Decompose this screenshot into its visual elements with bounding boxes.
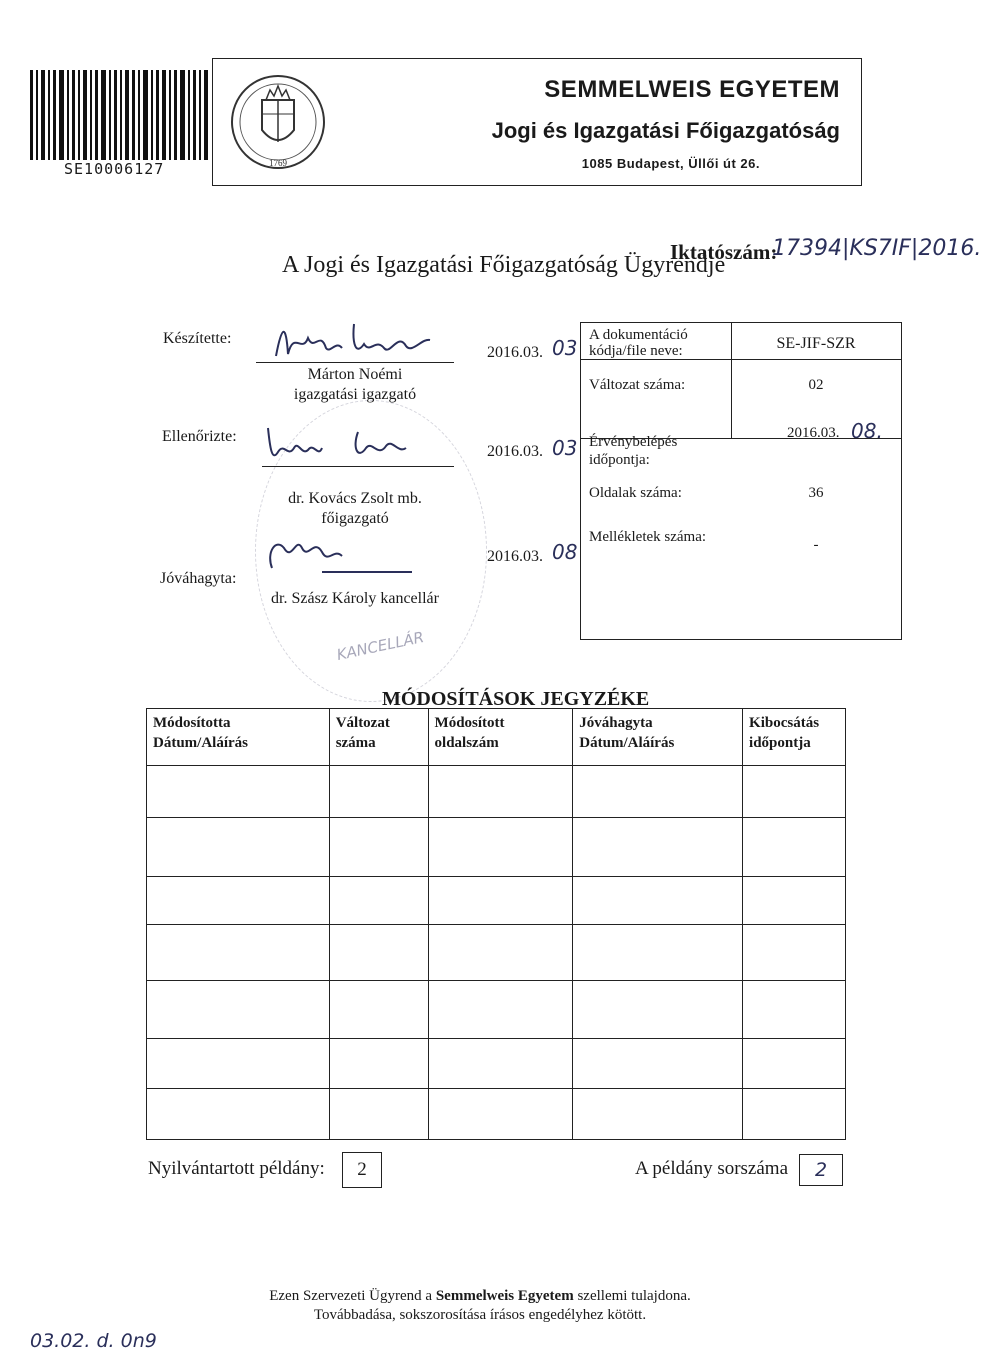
column-header: Módosította Dátum/Aláírás: [147, 709, 330, 766]
approved-label: Jóváhagyta:: [160, 570, 237, 587]
prepared-signature-line: [256, 362, 454, 363]
prepared-date-hand: 03: [552, 336, 578, 360]
registered-copies-value: 2: [342, 1152, 382, 1188]
table-row: [147, 1039, 846, 1089]
table-row: [147, 1089, 846, 1140]
footer-line-1: Ezen Szervezeti Ügyrend a Semmelweis Egyetem szellemi tulajdona.: [269, 1288, 691, 1304]
table-row: [147, 818, 846, 877]
info-hline: [581, 359, 901, 360]
table-row: [147, 981, 846, 1039]
table-row: [147, 925, 846, 981]
prepared-name: Márton Noémi: [307, 366, 403, 383]
approved-date: 2016.03.: [487, 548, 543, 565]
document-info-table: [580, 322, 902, 640]
column-header: Változat száma: [329, 709, 428, 766]
registration-label: Iktatószám:: [670, 240, 778, 264]
barcode-bars: [30, 70, 208, 160]
checked-signature-line: [262, 466, 454, 467]
approved-name: dr. Szász Károly kancellár: [271, 590, 439, 607]
registration-number: 17394|KS7IF|2016.: [772, 236, 981, 261]
approved-date-hand: 08: [552, 540, 578, 564]
effective-label: Érvénybelépés időpontja:: [589, 434, 678, 468]
approved-signature: [262, 528, 432, 583]
attachments-label: Mellékletek száma:: [589, 529, 707, 545]
prepared-title: igazgatási igazgató: [293, 386, 417, 403]
table-row: [147, 877, 846, 925]
code-value: SE-JIF-SZR: [776, 335, 856, 352]
column-header: Módosított oldalszám: [428, 709, 573, 766]
version-value: 02: [808, 377, 824, 393]
university-name: SEMMELWEIS EGYETEM: [544, 76, 840, 103]
prepared-label: Készítette:: [163, 330, 232, 347]
checked-label: Ellenőrizte:: [162, 428, 237, 445]
checked-date: 2016.03.: [487, 443, 543, 460]
stamp-text: KANCELLÁR: [335, 627, 426, 665]
directorate-name: Jogi és Igazgatási Főigazgatóság: [491, 118, 840, 143]
prepared-date: 2016.03.: [487, 344, 543, 361]
copy-serial-label: A példány sorszáma: [635, 1158, 789, 1179]
code-label: A dokumentáció kódja/file neve:: [589, 327, 688, 359]
pages-value: 36: [808, 485, 824, 501]
column-header: Jóváhagyta Dátum/Aláírás: [573, 709, 743, 766]
checked-name: dr. Kovács Zsolt mb.: [288, 490, 422, 507]
registered-copies-label: Nyilvántartott példány:: [148, 1158, 325, 1179]
address: 1085 Budapest, Üllői út 26.: [581, 156, 760, 171]
seal-year: 1769: [269, 158, 287, 168]
attachments-value: -: [813, 537, 819, 553]
effective-hand: 08.: [851, 419, 883, 443]
modifications-table: [146, 708, 846, 1140]
checked-title: főigazgató: [321, 510, 389, 527]
column-header: Kibocsátás időpontja: [743, 709, 846, 766]
prepared-signature: [272, 318, 442, 373]
copy-serial-value: 2: [799, 1154, 843, 1186]
checked-date-hand: 03: [552, 436, 578, 460]
effective-value: 2016.03.: [787, 425, 840, 441]
footer-notice: [180, 1287, 780, 1325]
barcode-number: SE10006127: [64, 160, 165, 178]
modifications-title: MÓDOSÍTÁSOK JEGYZÉKE: [382, 688, 650, 710]
barcode: [30, 70, 210, 180]
handwritten-note: 03.02. d. 0n9: [30, 1330, 157, 1352]
footer-line-2: Továbbadása, sokszorosítása írásos engedélyhez kötött.: [313, 1307, 647, 1323]
version-label: Változat száma:: [589, 377, 686, 393]
checked-signature: [262, 418, 432, 473]
pages-label: Oldalak száma:: [589, 485, 682, 501]
modifications-header-row: [147, 709, 846, 766]
table-row: [147, 766, 846, 818]
document-title: A Jogi és Igazgatási Főigazgatóság Ügyrendje: [282, 252, 726, 278]
